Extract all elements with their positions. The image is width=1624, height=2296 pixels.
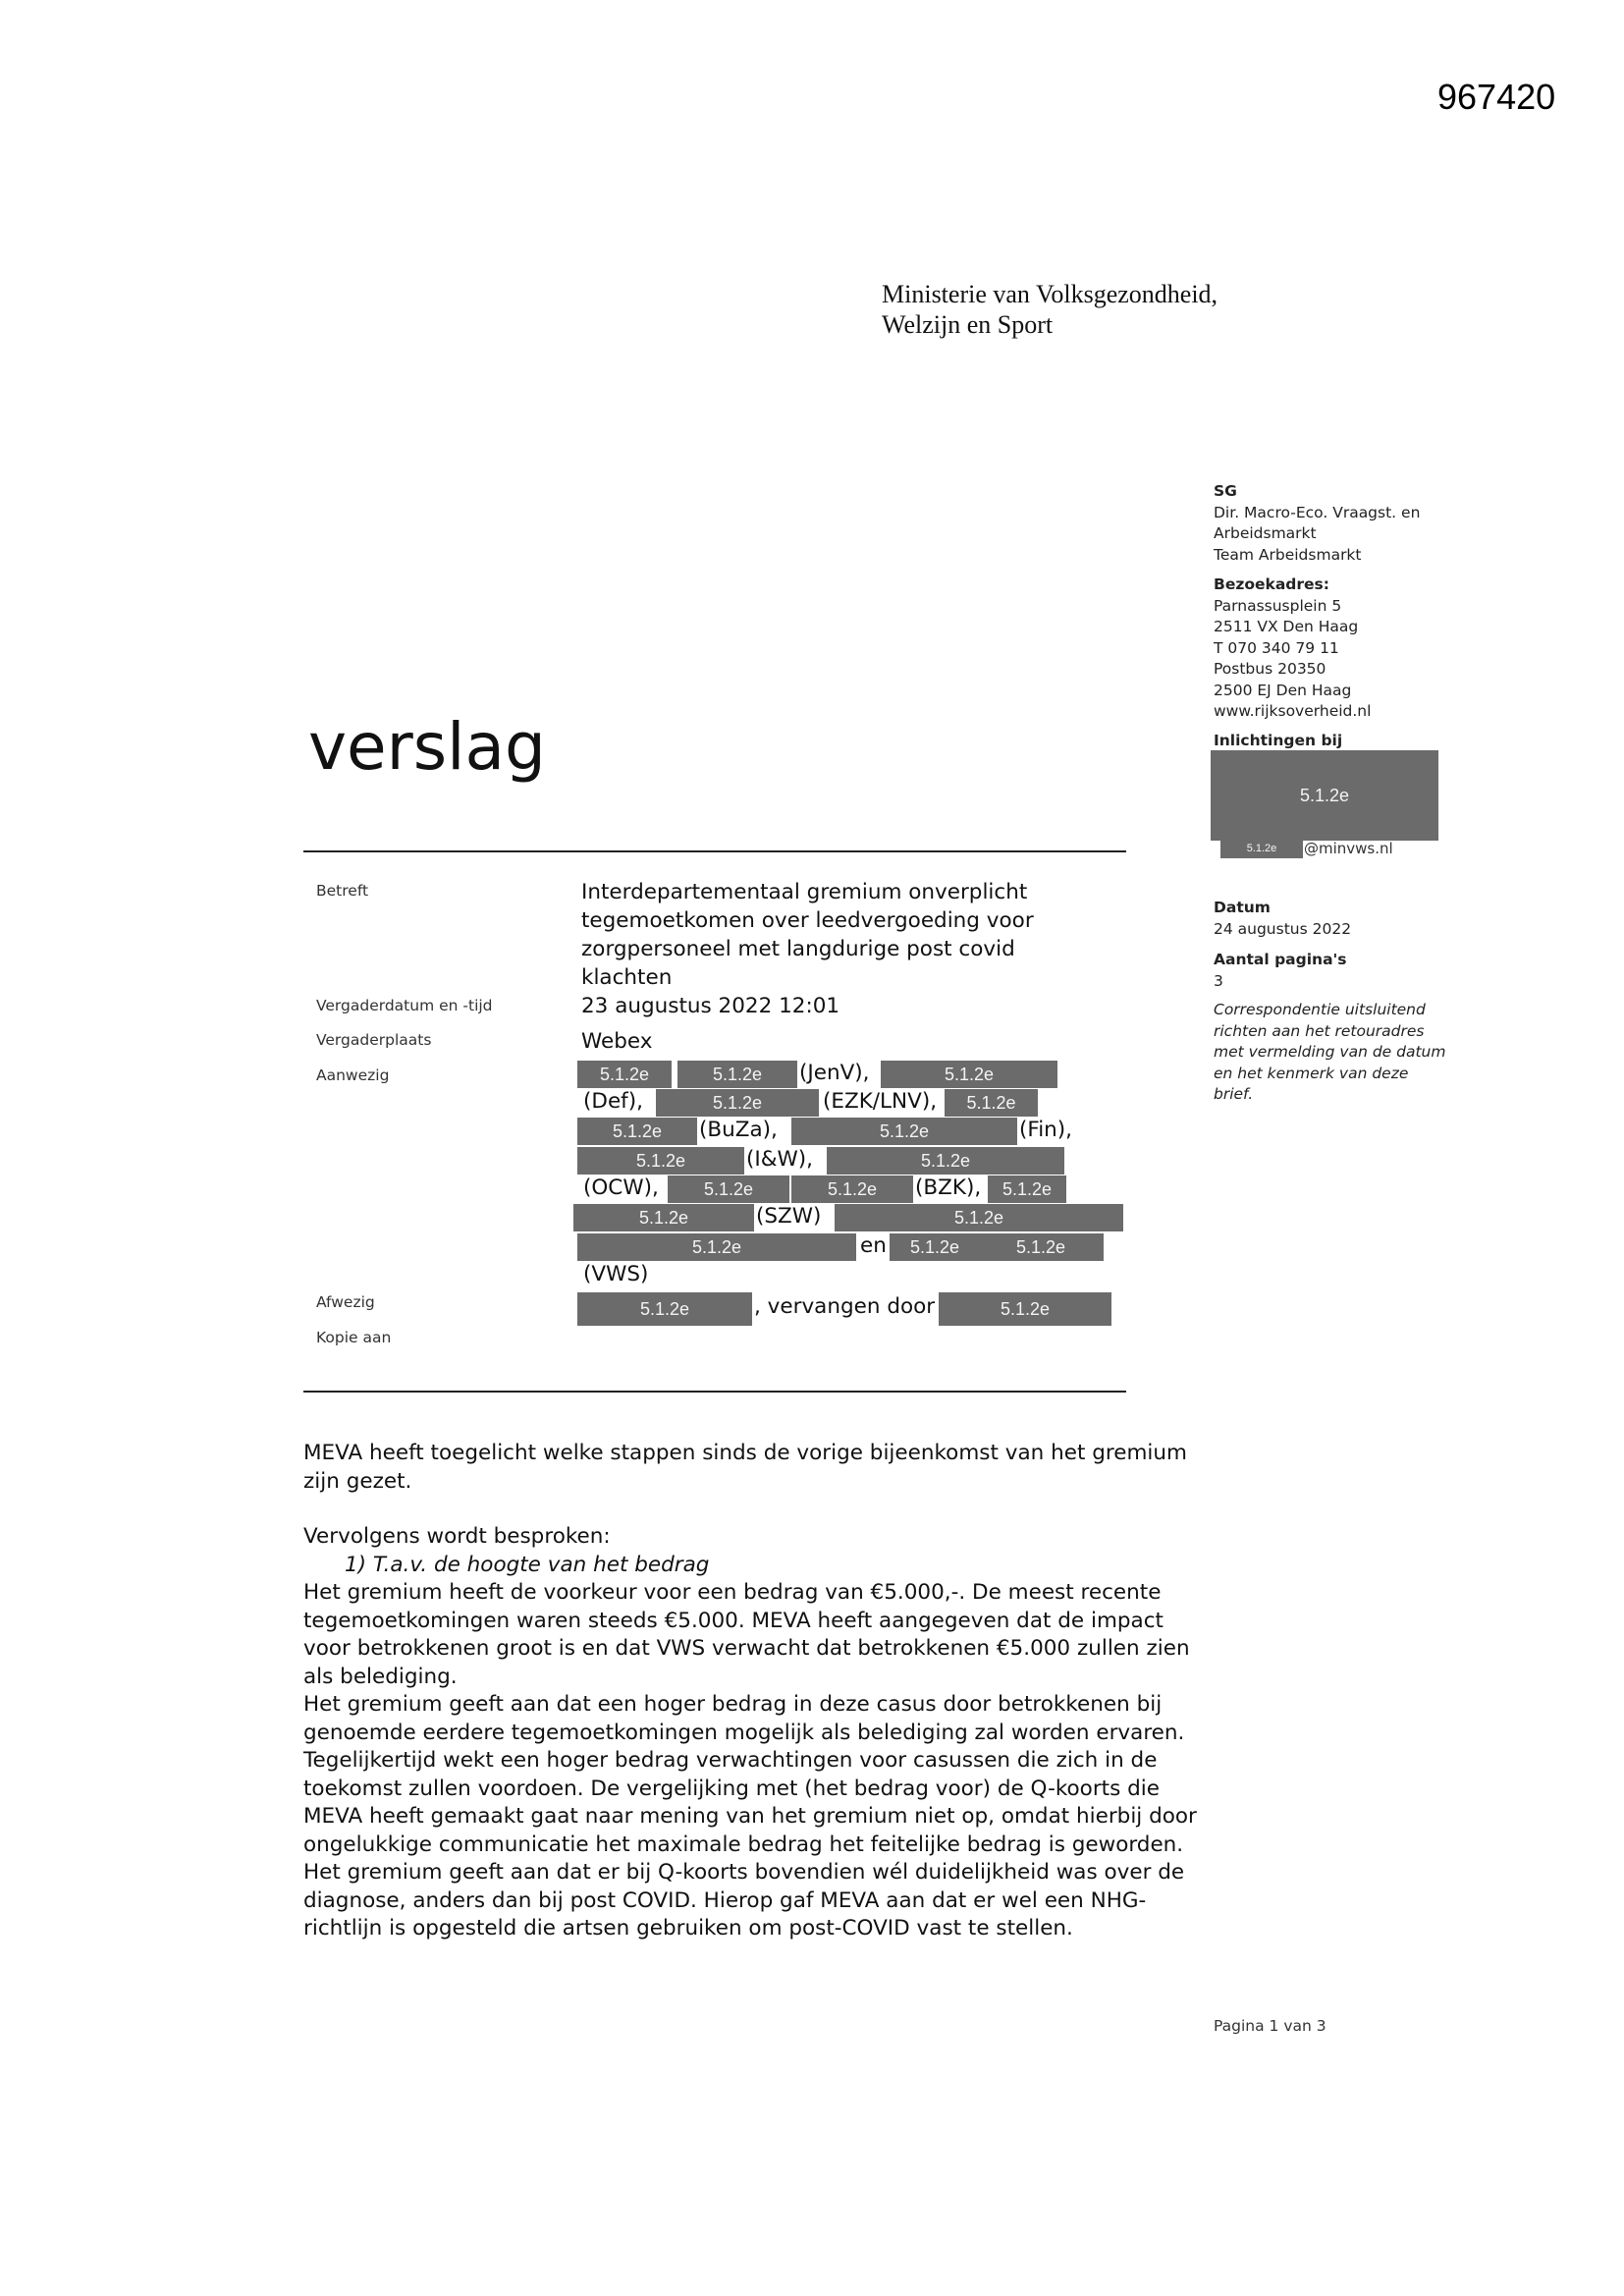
subject-label: Betreft <box>316 882 369 900</box>
sidebar-visit-label: Bezoekadres: <box>1214 575 1329 593</box>
redaction-code: 5.1.2e <box>1299 785 1350 805</box>
document-type-heading: verslag <box>308 709 546 785</box>
redaction-code: 5.1.2e <box>1246 843 1277 854</box>
sidebar-sender <box>1214 481 1420 751</box>
redaction-code: 5.1.2e <box>599 1064 650 1084</box>
redaction-block <box>668 1175 789 1203</box>
dept-fin: (Fin), <box>1019 1118 1073 1142</box>
redaction-code: 5.1.2e <box>612 1121 663 1141</box>
sidebar-pages-value: 3 <box>1214 971 1223 990</box>
redaction-block <box>577 1118 697 1145</box>
sidebar-note-line: richten aan het retouradres <box>1214 1021 1425 1040</box>
dept-ienw: (I&W), <box>746 1147 813 1172</box>
paragraph-2: Het gremium geeft aan dat een hoger bedrag in deze casus door betrokkenen bij genoemde eerdere tegemoetkomingen mogelijk als belediging zal worden ervaren. Tegelijkertijd wekt een hoger bedrag verwachtingen voor casussen die zich in de toekomst zullen voordoen. De vergelijking met (het bedrag voor) de Q-koorts die MEVA heeft gemaakt gaat naar mening van het gremium niet op, omdat hierbij door ongelukkige communicatie het maximale bedrag het feitelijke bedrag is geworden. Het gremium geeft aan dat er bij Q-koorts bovendien wél duidelijkheid was over de diagnose, anders dan bij post COVID. Hierop gaf MEVA aan dat er wel een NHG-richtlijn is opgesteld die artsen gebruiken om post-COVID vast te stellen. <box>303 1692 1197 1941</box>
redaction-code: 5.1.2e <box>691 1236 742 1257</box>
dept-szw: (SZW) <box>756 1204 822 1229</box>
redaction-code: 5.1.2e <box>966 1092 1016 1113</box>
sidebar-note-line: met vermelding van de datum <box>1214 1043 1446 1061</box>
redaction-code: 5.1.2e <box>638 1207 689 1228</box>
redaction-block <box>577 1292 752 1326</box>
redaction-block <box>939 1292 1111 1326</box>
subject-line: tegemoetkomen over leedvergoeding voor <box>581 908 1034 933</box>
place-label: Vergaderplaats <box>316 1031 432 1049</box>
intro-paragraph: MEVA heeft toegelicht welke stappen sinds de vorige bijeenkomst van het gremium zijn gezet. <box>303 1441 1187 1494</box>
redaction-block <box>577 1233 856 1261</box>
report-body <box>303 1440 1207 1943</box>
document-number: 967420 <box>1437 77 1556 117</box>
redaction-code: 5.1.2e <box>712 1064 763 1084</box>
absent-replaced-by: , vervangen door <box>754 1294 936 1319</box>
ministry-name-line: Welzijn en Sport <box>882 310 1054 339</box>
copy-label: Kopie aan <box>316 1329 392 1346</box>
redaction-block <box>890 1233 980 1261</box>
redaction-code: 5.1.2e <box>953 1207 1004 1228</box>
ministry-name-line: Ministerie van Volksgezondheid, <box>882 280 1218 308</box>
datetime-label: Vergaderdatum en -tijd <box>316 997 493 1014</box>
page-number: Pagina 1 van 3 <box>1214 2017 1326 2035</box>
sidebar-email-suffix: @minvws.nl <box>1304 840 1393 857</box>
redaction-block <box>1220 839 1303 858</box>
sidebar-note-line: en het kenmerk van deze <box>1214 1064 1409 1082</box>
subject-value <box>581 878 1034 992</box>
sidebar-address-line: T 070 340 79 11 <box>1214 638 1339 657</box>
redaction-block <box>881 1061 1057 1088</box>
subject-line: zorgpersoneel met langdurige post covid <box>581 937 1015 961</box>
paragraph-1: Het gremium heeft de voorkeur voor een bedrag van €5.000,-. De meest recente tegemoetkomingen waren steeds €5.000. MEVA heeft aangegeven dat de impact voor betrokkenen groot is en dat VWS verwacht dat betrokkenen €5.000 zullen zien als belediging. <box>303 1580 1190 1689</box>
sidebar-note-line: Correspondentie uitsluitend <box>1214 1001 1426 1018</box>
sidebar-address-line: 2511 VX Den Haag <box>1214 618 1359 635</box>
sidebar-org: SG <box>1214 482 1237 500</box>
divider-top <box>303 850 1126 852</box>
discussion-lead: Vervolgens wordt besproken: <box>303 1524 611 1549</box>
dept-def: (Def), <box>583 1089 643 1114</box>
sidebar-address-line: Postbus 20350 <box>1214 660 1326 678</box>
redaction-block <box>835 1204 1123 1231</box>
redaction-block <box>656 1089 819 1117</box>
dept-vws: (VWS) <box>583 1262 649 1286</box>
sidebar-pages-label: Aantal pagina's <box>1214 951 1347 968</box>
redaction-code: 5.1.2e <box>639 1298 690 1319</box>
datetime-value: 23 augustus 2022 12:01 <box>581 994 840 1018</box>
sidebar-date-value: 24 augustus 2022 <box>1214 919 1352 938</box>
redaction-block <box>978 1233 1104 1261</box>
redaction-code: 5.1.2e <box>909 1236 960 1257</box>
redaction-block <box>827 1147 1064 1175</box>
sidebar-dept-line: Dir. Macro-Eco. Vraagst. en <box>1214 503 1421 521</box>
dept-jenv: (JenV), <box>799 1061 870 1085</box>
sidebar-date-block <box>1214 898 1445 1106</box>
redaction-block <box>791 1175 913 1203</box>
divider-bottom <box>303 1391 1126 1393</box>
redaction-block <box>791 1118 1017 1145</box>
sidebar-address-line: Parnassusplein 5 <box>1214 596 1342 615</box>
agenda-item-1: 1) T.a.v. de hoogte van het bedrag <box>345 1552 710 1577</box>
dept-bzk: (BZK), <box>915 1175 982 1200</box>
redaction-code: 5.1.2e <box>879 1121 930 1141</box>
redaction-code: 5.1.2e <box>944 1064 995 1084</box>
redaction-block <box>1211 750 1438 841</box>
place-value: Webex <box>581 1029 653 1054</box>
redaction-block <box>577 1147 744 1175</box>
redaction-code: 5.1.2e <box>920 1150 971 1171</box>
redaction-code: 5.1.2e <box>1015 1236 1066 1257</box>
sidebar-info-label: Inlichtingen bij <box>1214 731 1343 749</box>
redaction-code: 5.1.2e <box>712 1092 763 1113</box>
redaction-code: 5.1.2e <box>1001 1178 1053 1199</box>
present-label: Aanwezig <box>316 1066 390 1084</box>
redaction-code: 5.1.2e <box>703 1178 754 1199</box>
sidebar-note-line: brief. <box>1214 1085 1254 1103</box>
redaction-block <box>988 1175 1066 1203</box>
absent-label: Afwezig <box>316 1293 375 1311</box>
redaction-code: 5.1.2e <box>1000 1298 1051 1319</box>
word-en: en <box>860 1233 887 1258</box>
sidebar-date-label: Datum <box>1214 899 1271 916</box>
redaction-block <box>577 1061 672 1088</box>
dept-buza: (BuZa), <box>699 1118 778 1142</box>
redaction-block <box>677 1061 797 1088</box>
ministry-name <box>882 279 1218 340</box>
redaction-block <box>573 1204 754 1231</box>
dept-ezk-lnv: (EZK/LNV), <box>823 1089 938 1114</box>
sidebar-website: www.rijksoverheid.nl <box>1214 702 1372 720</box>
sidebar-dept-line: Arbeidsmarkt <box>1214 524 1317 542</box>
dept-ocw: (OCW), <box>583 1175 659 1200</box>
subject-line: klachten <box>581 965 673 990</box>
redaction-code: 5.1.2e <box>827 1178 878 1199</box>
subject-line: Interdepartementaal gremium onverplicht <box>581 880 1028 904</box>
redaction-block <box>945 1089 1038 1117</box>
sidebar-dept-line: Team Arbeidsmarkt <box>1214 545 1362 564</box>
sidebar-address-line: 2500 EJ Den Haag <box>1214 681 1352 699</box>
redaction-code: 5.1.2e <box>635 1150 686 1171</box>
